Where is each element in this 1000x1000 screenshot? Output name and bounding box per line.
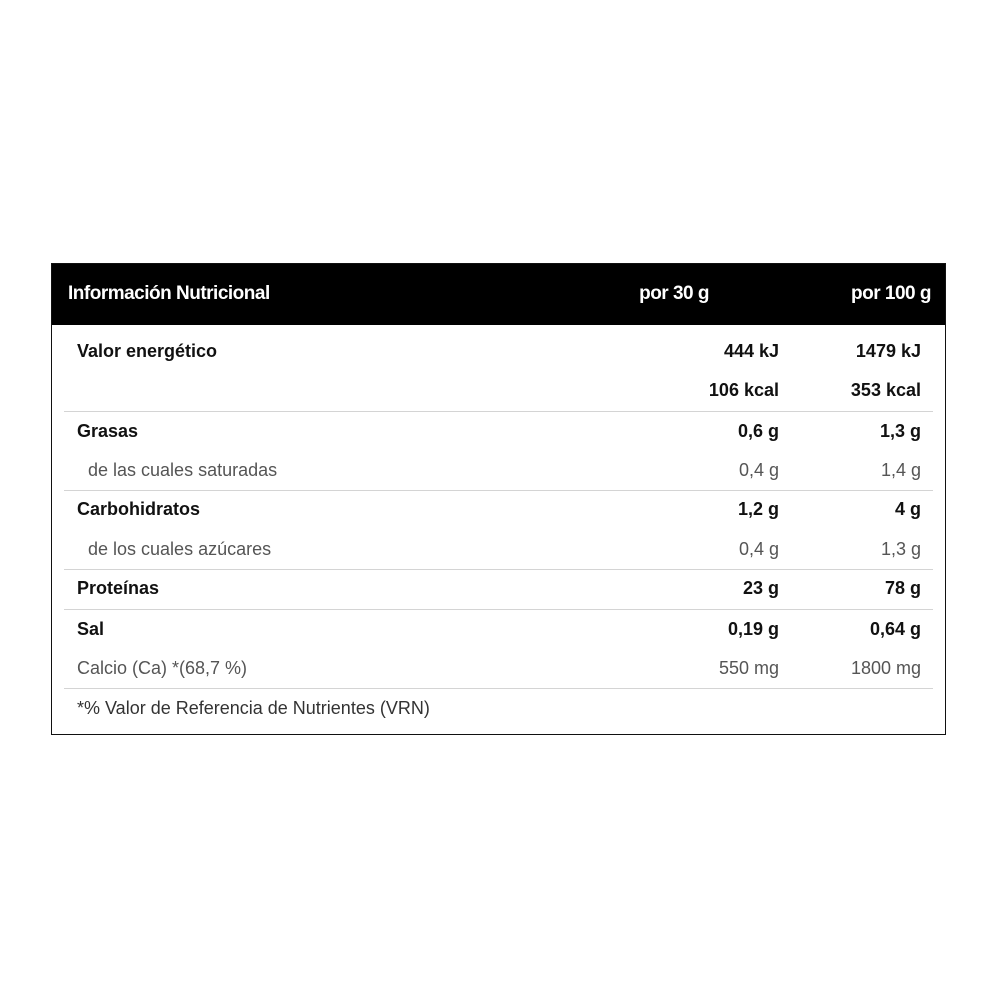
row-divider <box>64 411 933 412</box>
energy-kj-per-30g: 444 kJ <box>723 341 779 361</box>
row-divider <box>64 569 933 570</box>
row-label-saturated-fat: de las cuales saturadas <box>88 460 278 480</box>
table-title: Información Nutricional <box>68 283 270 304</box>
row-divider <box>64 609 933 610</box>
sugars-per-100g: 1,3 g <box>880 539 921 559</box>
fat-per-30g: 0,6 g <box>737 421 779 441</box>
row-label-fat: Grasas <box>77 421 139 441</box>
column-header-per-30g: por 30 g <box>639 283 709 304</box>
table-header <box>52 264 945 325</box>
row-divider <box>64 490 933 491</box>
row-label-energy: Valor energético <box>77 341 218 361</box>
row-label-sugars: de los cuales azúcares <box>88 539 272 559</box>
salt-per-100g: 0,64 g <box>869 619 921 639</box>
row-label-calcium: Calcio (Ca) *(68,7 %) <box>77 658 248 678</box>
row-divider <box>64 688 933 689</box>
energy-kj-per-100g: 1479 kJ <box>855 341 921 361</box>
row-label-protein: Proteínas <box>77 578 160 598</box>
row-label-salt: Sal <box>77 619 105 639</box>
row-label-carbohydrates: Carbohidratos <box>77 499 201 519</box>
table-footnote: *% Valor de Referencia de Nutrientes (VRN) <box>77 698 430 718</box>
column-header-per-100g: por 100 g <box>851 283 931 304</box>
energy-kcal-per-30g: 106 kcal <box>708 380 779 400</box>
calcium-per-100g: 1800 mg <box>850 658 921 678</box>
saturated-fat-per-30g: 0,4 g <box>738 460 779 480</box>
fat-per-100g: 1,3 g <box>879 421 921 441</box>
carbohydrates-per-100g: 4 g <box>894 499 921 519</box>
energy-kcal-per-100g: 353 kcal <box>850 380 921 400</box>
protein-per-30g: 23 g <box>742 578 779 598</box>
protein-per-100g: 78 g <box>884 578 921 598</box>
saturated-fat-per-100g: 1,4 g <box>880 460 921 480</box>
calcium-per-30g: 550 mg <box>718 658 779 678</box>
nutrition-table <box>51 263 946 735</box>
carbohydrates-per-30g: 1,2 g <box>737 499 779 519</box>
sugars-per-30g: 0,4 g <box>738 539 779 559</box>
salt-per-30g: 0,19 g <box>727 619 779 639</box>
